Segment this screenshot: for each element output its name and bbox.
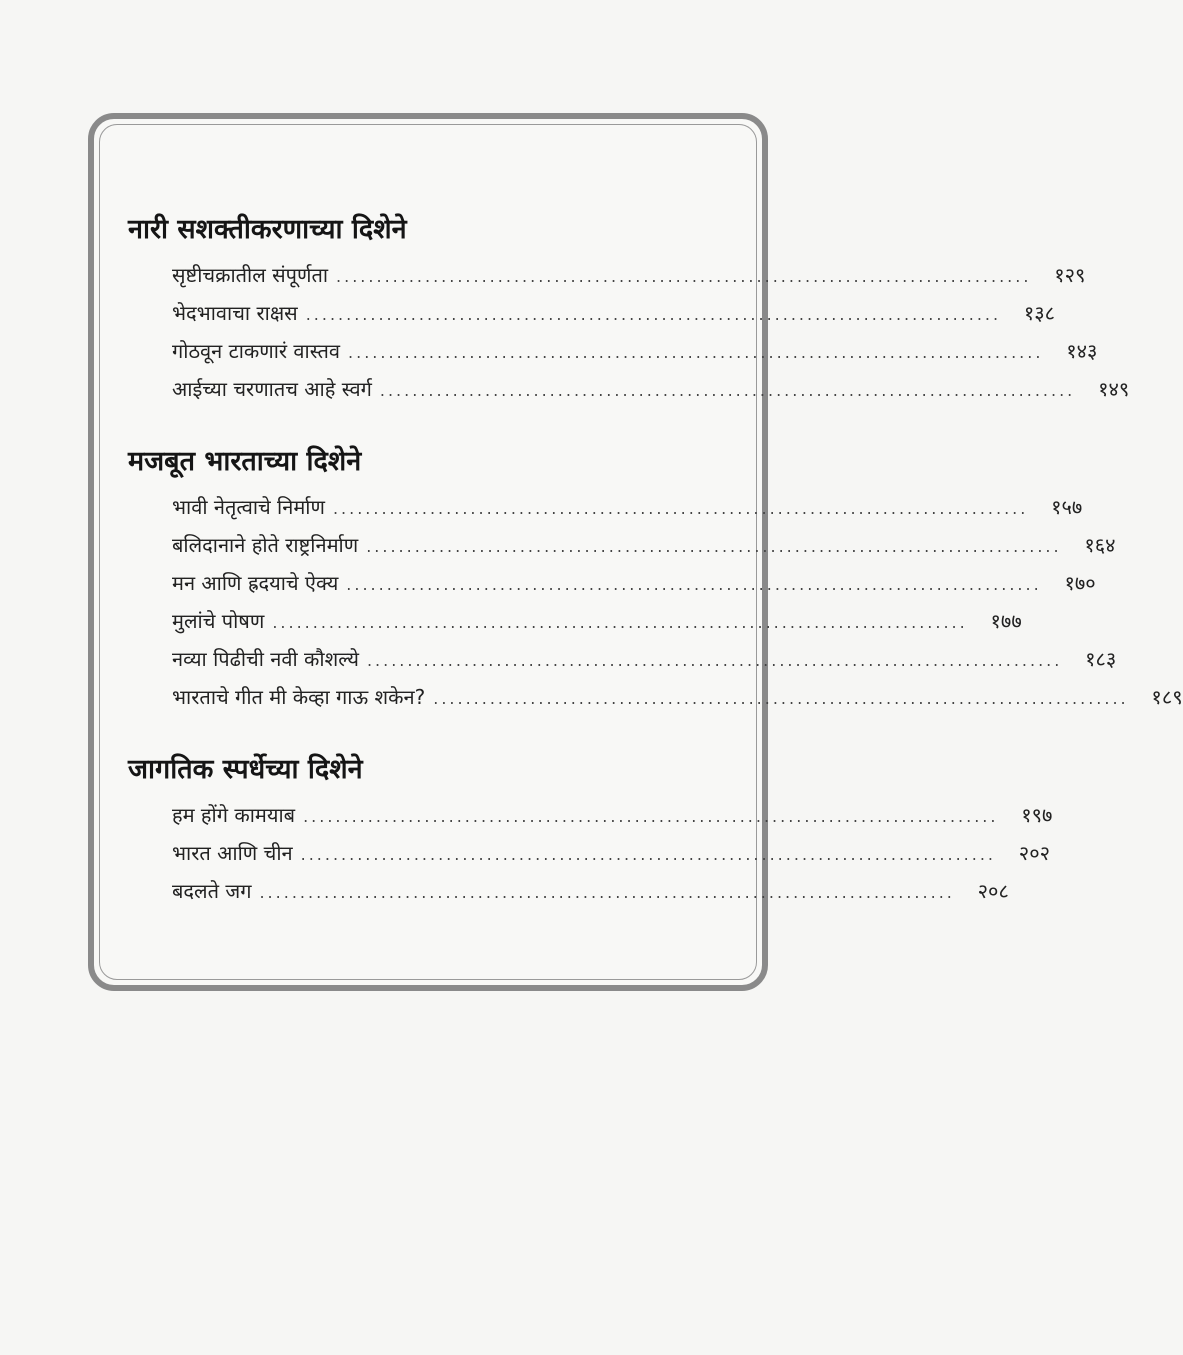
page-number: १३८ — [1023, 301, 1056, 325]
toc-entry — [172, 602, 1022, 640]
toc-section — [128, 442, 1183, 716]
toc-entry — [172, 370, 1130, 408]
page-number: १५७ — [1051, 495, 1083, 519]
toc-section — [128, 210, 1130, 408]
toc-entry — [172, 796, 1053, 834]
page-number: १७७ — [990, 609, 1022, 633]
toc-entry — [172, 564, 1096, 602]
toc-section — [128, 750, 1053, 910]
dot-leader: ...................................................................................... — [272, 613, 968, 632]
dot-leader: ...................................................................................... — [300, 845, 996, 864]
toc-entry — [172, 256, 1086, 294]
section-title: जागतिक स्पर्धेच्या दिशेने — [128, 754, 363, 785]
entry-title: नव्या पिढीची नवी कौशल्ये — [172, 647, 359, 671]
entry-title: मुलांचे पोषण — [172, 609, 265, 633]
dot-leader: ...................................................................................... — [305, 305, 1002, 324]
section-title: मजबूत भारताच्या दिशेने — [128, 446, 362, 477]
toc-entry — [172, 294, 1056, 332]
page-number: २०८ — [977, 879, 1009, 903]
page-number: १४९ — [1098, 377, 1130, 401]
dot-leader: ...................................................................................... — [303, 807, 999, 826]
dot-leader: ...................................................................................... — [433, 689, 1129, 708]
dot-leader: ...................................................................................... — [346, 575, 1042, 594]
page-number: १२९ — [1054, 263, 1086, 287]
entry-title: बदलते जग — [172, 879, 252, 903]
page-number: १४३ — [1066, 339, 1098, 363]
dot-leader: ...................................................................................... — [259, 883, 955, 902]
dot-leader: ...................................................................................... — [336, 267, 1032, 286]
dot-leader: ...................................................................................... — [332, 499, 1029, 518]
entry-title: भेदभावाचा राक्षस — [172, 301, 298, 325]
entry-title: भारताचे गीत मी केव्हा गाऊ शकेन? — [172, 685, 426, 709]
entry-title: भारत आणि चीन — [172, 841, 293, 865]
entry-title: गोठवून टाकणारं वास्तव — [172, 339, 341, 363]
page-number: १९७ — [1021, 803, 1053, 827]
section-title: नारी सशक्तीकरणाच्या दिशेने — [128, 214, 407, 245]
toc-entry — [172, 872, 1009, 910]
entry-title: भावी नेतृत्वाचे निर्माण — [172, 495, 325, 519]
page-number: १७० — [1064, 571, 1096, 595]
toc-entry — [172, 640, 1117, 678]
toc-entry — [172, 678, 1183, 716]
entry-title: बलिदानाने होते राष्ट्रनिर्माण — [172, 533, 359, 557]
dot-leader: ...................................................................................... — [366, 537, 1062, 556]
dot-leader: ...................................................................................... — [348, 343, 1044, 362]
page-number: २०२ — [1018, 841, 1050, 865]
toc-entry — [172, 332, 1098, 370]
toc-entry — [172, 526, 1116, 564]
toc-entry — [172, 488, 1083, 526]
page-number: १८३ — [1085, 647, 1117, 671]
toc-entry — [172, 834, 1050, 872]
entry-title: सृष्टीचक्रातील संपूर्णता — [172, 263, 329, 287]
entry-title: मन आणि ह्रदयाचे ऐक्य — [172, 571, 339, 595]
page-number: १८९ — [1151, 685, 1183, 709]
entry-title: आईच्या चरणातच आहे स्वर्ग — [172, 377, 372, 401]
page-number: १६४ — [1084, 533, 1116, 557]
dot-leader: ...................................................................................... — [366, 651, 1063, 670]
table-of-contents — [128, 210, 1183, 944]
dot-leader: ...................................................................................... — [379, 381, 1076, 400]
entry-title: हम होंगे कामयाब — [172, 803, 296, 827]
